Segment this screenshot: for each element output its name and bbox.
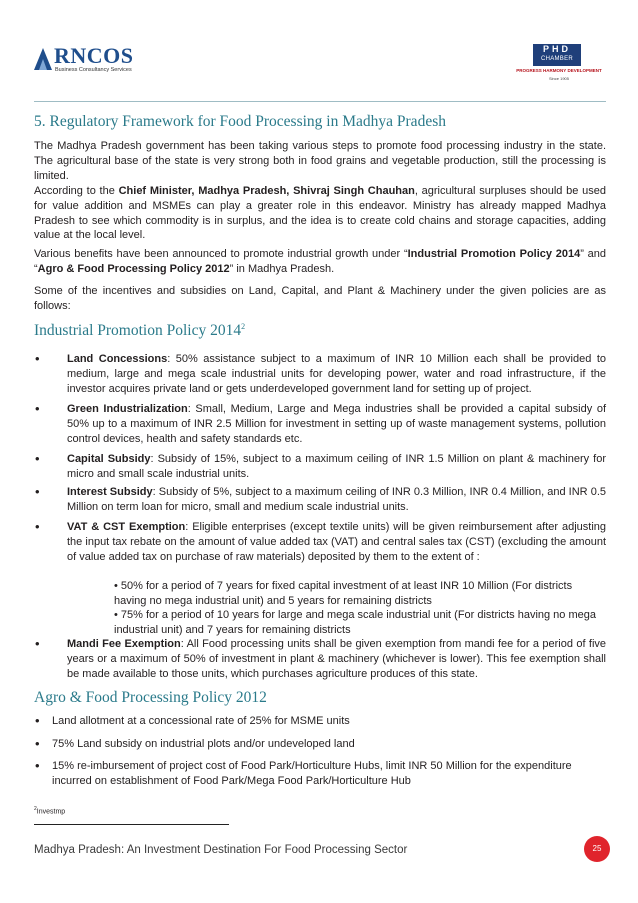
footnote: $^2$Investmp (34, 806, 66, 816)
phd-logo-box (533, 44, 581, 66)
bullet-icon: • (35, 713, 40, 728)
bullet-icon: • (35, 736, 40, 751)
rncos-brand-name: RNCOS (54, 43, 134, 68)
bullet-icon: • (35, 636, 40, 651)
policy-item-capital-subsidy: Capital Subsidy: Subsidy of 15%, subject to a maximum ceiling of INR 1.5 Million on plant & machinery for micro and small scale industrial units. (67, 453, 606, 480)
page-number-badge: 25 (584, 836, 610, 862)
phd-tagline: PROGRESS HARMONY DEVELOPMENT (516, 68, 602, 73)
incentives-paragraph: Some of the incentives and subsidies on Land, Capital, and Plant & Machinery under the given policies are as follows: (34, 285, 606, 312)
section-title: 5. Regulatory Framework for Food Processing in Madhya Pradesh (34, 113, 446, 130)
agro-item-land-subsidy: 75% Land subsidy on industrial plots and/or undeveloped land (52, 738, 355, 750)
phd-word: PHD (542, 44, 571, 54)
intro-paragraph: The Madhya Pradesh government has been taking various steps to promote food processing industry in the state. The agricultural base of the state is very strong both in food grains and vegetable production, still the processing is limited. (34, 140, 606, 182)
vat-subitem-75: • 75% for a period of 10 years for large and mega scale industrial unit (For districts having no mega industrial unit) and 7 years for remaining districts (114, 609, 596, 636)
benefits-paragraph: Various benefits have been announced to promote industrial growth under “Industrial Promotion Policy 2014” and “Agro & Food Processing Policy 2012” in Madhya Pradesh. (34, 248, 606, 275)
rncos-tagline: Business Consultancy Services (55, 67, 132, 73)
phd-chamber-word: CHAMBER (540, 56, 574, 62)
policy-2014-heading: Industrial Promotion Policy 2014$^2$ (34, 322, 246, 340)
bullet-icon: • (35, 451, 40, 466)
bullet-icon: • (35, 401, 40, 416)
bullet-icon: • (35, 351, 40, 366)
bullet-icon: • (35, 758, 40, 773)
bullet-icon: • (35, 484, 40, 499)
chief-minister-paragraph: According to the Chief Minister, Madhya Pradesh, Shivraj Singh Chauhan, agricultural surpluses should be used for value addition and MSMEs can play a greater role in this endeavor. Ministry has already mapped Madhya Pradesh to see which commodity is in surplus, and the idea is to create cold chains and storage capacities, adding value at the local level. (34, 185, 606, 242)
phd-chamber-logo (513, 44, 605, 88)
policy-item-interest-subsidy: Interest Subsidy: Subsidy of 5%, subject to a maximum ceiling of INR 0.3 Million, INR 0.4 Million, and INR 0.5 Million on term loan for micro, small and medium scale industrial units. (67, 486, 606, 513)
phd-since: Since 1905 (548, 76, 569, 81)
policy-item-green-industrialization: Green Industrialization: Small, Medium, Large and Mega industries shall be provided a capital subsidy of 50% up to a maximum of INR 2.5 Million for investment in setting up of waste management systems, pollution control devices, health and safety standards etc. (67, 403, 607, 445)
header-divider (34, 101, 606, 102)
policy-item-vat-cst-exemption: VAT & CST Exemption: Eligible enterprises (except textile units) will be given reimbursement after adjusting the input tax rebate on the amount of value added tax (VAT) and central sales tax (CST) (excluding the amount of value added tax on purchase of raw materials) deposited by them to the extent of : (67, 521, 606, 563)
footer-title: Madhya Pradesh: An Investment Destination For Food Processing Sector (34, 844, 408, 856)
rncos-logo-mark-icon (34, 48, 52, 70)
agro-item-reimbursement: 15% re-imbursement of project cost of Food Park/Horticulture Hubs, limit INR 50 Million for the expenditure incurred on establishment of Food Park/Mega Food Park/Horticulture Hub (52, 760, 572, 787)
policy-item-mandi-fee-exemption: Mandi Fee Exemption: All Food processing units shall be given exemption from mandi fee for a period of five years or a maximum of 50% of investment in plant & machinery (whichever is lower). This fee exemption shall be made available to those units, which purchases agriculture produces of this state. (67, 638, 606, 680)
policy-2012-heading: Agro & Food Processing Policy 2012 (34, 689, 267, 706)
vat-subitem-50: • 50% for a period of 7 years for fixed capital investment of at least INR 10 Million (For districts having no mega industrial unit) and 5 years for remaining districts (114, 580, 573, 607)
rncos-logo (34, 43, 154, 76)
footnote-divider (34, 824, 229, 825)
bullet-icon: • (35, 519, 40, 534)
policy-item-land-concessions: Land Concessions: 50% assistance subject to a maximum of INR 10 Million each shall be provided to medium, large and mega scale industrial units for developing power, water and road infrastructure, if the investor acquires private land or gets underdeveloped government land for setting up of project. (67, 353, 606, 395)
agro-item-land-allotment: Land allotment at a concessional rate of 25% for MSME units (52, 715, 350, 727)
